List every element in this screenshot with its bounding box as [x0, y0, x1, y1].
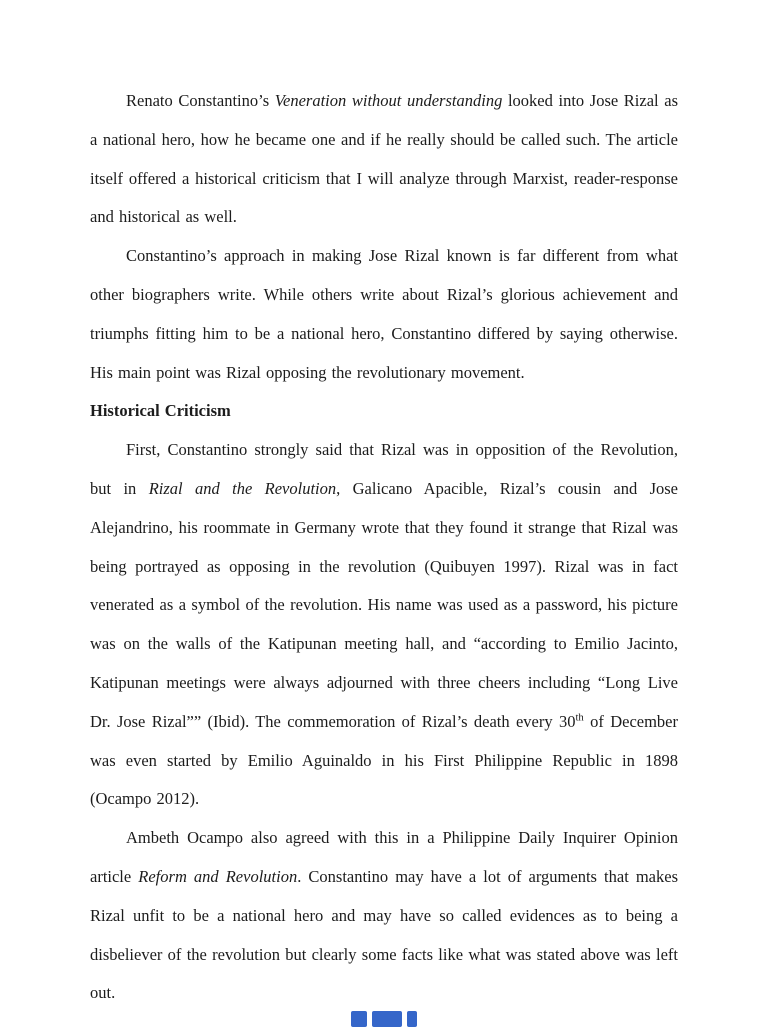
text-run: Rizal and the Revolution [148, 478, 337, 498]
text-run: , Galicano Apacible, Rizal’s cousin and Jose Alejandrino, his roommate in Germany wrote that they found it strange that Rizal was being portrayed as opposing in the revolution (Quibuyen 1997). Rizal was in fact venerated as a symbol of the revolution. His name was used as a password, his picture was on the walls of the Katipunan meeting hall, and “according to Emilio Jacinto, Katipunan meetings were always adjourned with three cheers including “Long Live Dr. Jose Rizal”” (Ibid). The commemoration of Rizal’s death every 30 [90, 478, 679, 731]
section-heading [90, 392, 678, 431]
paragraph [90, 82, 678, 237]
text-run: . Constantino may have a lot of arguments that makes Rizal unfit to be a national hero and may have so called evidences as to being a disbeliever of the revolution but clearly some facts like what was stated above was left out. [90, 866, 678, 1003]
footer-tag-chip[interactable] [407, 1011, 417, 1027]
text-run: Veneration without understanding [274, 91, 503, 110]
text-run: Reform and Revolution [138, 866, 298, 886]
paragraph [90, 819, 678, 1013]
footer-tag-chip[interactable] [351, 1011, 367, 1027]
footer-tag-chip[interactable] [372, 1011, 402, 1027]
text-run: looked into Jose Rizal as a national hero, how he became one and if he really should be called such. The article itself offered a historical criticism that I will analyze through Marxist, reader-response and historical as well. [90, 91, 678, 227]
text-run: th [575, 711, 584, 724]
text-run: First, Constantino strongly said that Rizal was in opposition of the Revolution, but in [90, 440, 678, 498]
document-body [90, 82, 678, 1013]
footer-tags [0, 1011, 768, 1027]
paragraph [90, 431, 678, 819]
text-run: Renato Constantino’s [126, 91, 275, 110]
text-run: of December was even started by Emilio Aguinaldo in his First Philippine Republic in 1898 (Ocampo 2012). [90, 711, 678, 809]
paragraph [90, 237, 678, 392]
text-run: Constantino’s approach in making Jose Rizal known is far different from what other biographers write. While others write about Rizal’s glorious achievement and triumphs fitting him to be a national hero, Constantino differed by saying otherwise. His main point was Rizal opposing the revolutionary movement. [90, 246, 678, 382]
text-run: Ambeth Ocampo also agreed with this in a Philippine Daily Inquirer Opinion article [90, 828, 678, 886]
text-run: Historical Criticism [90, 401, 231, 421]
